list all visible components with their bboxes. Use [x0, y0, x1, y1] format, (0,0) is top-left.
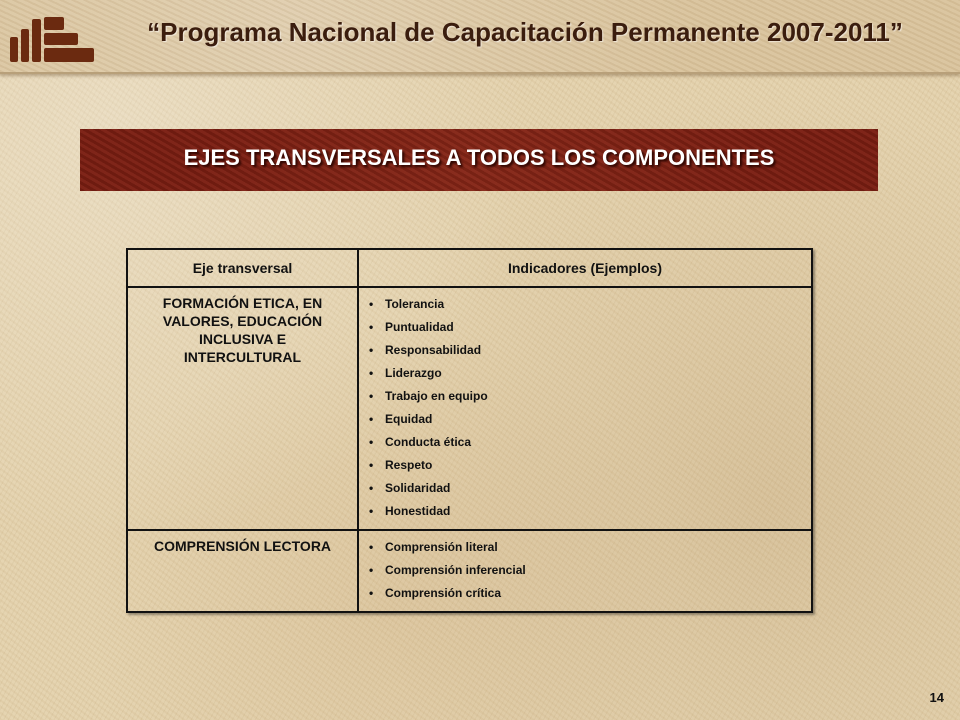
axis-cell: [127, 530, 358, 612]
indicator-text: Honestidad: [385, 504, 451, 518]
section-banner: [80, 129, 878, 191]
axis-name: COMPRENSIÓN LECTORA: [153, 538, 332, 554]
bullet-icon: •: [369, 343, 374, 357]
list-item: [359, 385, 811, 408]
axis-name: FORMACIÓN ETICA, EN VALORES, EDUCACIÓN INCLUSIVA E INTERCULTURAL: [162, 295, 323, 365]
list-item: [359, 582, 811, 605]
header-bar: [0, 0, 960, 74]
table-row: [127, 287, 812, 530]
bullet-icon: •: [369, 412, 374, 426]
list-item: [359, 536, 811, 559]
indicators-cell: [358, 530, 812, 612]
bullet-icon: •: [369, 481, 374, 495]
list-item: [359, 500, 811, 523]
indicator-text: Equidad: [385, 412, 433, 426]
transversal-axes-table: [126, 248, 813, 613]
bullet-icon: •: [369, 563, 374, 577]
list-item: [359, 293, 811, 316]
bullet-icon: •: [369, 297, 374, 311]
list-item: [359, 362, 811, 385]
column-header-axis: Eje transversal: [127, 249, 358, 287]
indicator-text: Tolerancia: [385, 297, 445, 311]
bullet-icon: •: [369, 389, 374, 403]
indicator-text: Comprensión crítica: [385, 586, 502, 600]
indicator-text: Conducta ética: [385, 435, 472, 449]
indicator-text: Comprensión literal: [385, 540, 498, 554]
bullet-icon: •: [369, 540, 374, 554]
indicator-text: Solidaridad: [385, 481, 451, 495]
bullet-icon: •: [369, 435, 374, 449]
table-row: [127, 530, 812, 612]
bullet-icon: •: [369, 586, 374, 600]
bullet-icon: •: [369, 366, 374, 380]
list-item: [359, 477, 811, 500]
column-header-indicators: Indicadores (Ejemplos): [358, 249, 812, 287]
indicator-text: Trabajo en equipo: [385, 389, 488, 403]
list-item: [359, 408, 811, 431]
list-item: [359, 316, 811, 339]
indicator-text: Respeto: [385, 458, 433, 472]
list-item: [359, 559, 811, 582]
indicator-text: Puntualidad: [385, 320, 454, 334]
indicator-list: [359, 288, 811, 529]
list-item: [359, 454, 811, 477]
bullet-icon: •: [369, 320, 374, 334]
axis-cell: [127, 287, 358, 530]
bullet-icon: •: [369, 504, 374, 518]
indicators-cell: [358, 287, 812, 530]
indicator-text: Comprensión inferencial: [385, 563, 526, 577]
section-title: EJES TRANSVERSALES A TODOS LOS COMPONENTES: [183, 145, 775, 170]
bullet-icon: •: [369, 458, 374, 472]
presentation-title: “Programa Nacional de Capacitación Permanente 2007-2011”: [147, 17, 903, 47]
list-item: [359, 339, 811, 362]
page-number: 14: [929, 690, 944, 705]
indicator-text: Responsabilidad: [385, 343, 482, 357]
bar-blocks-logo-icon: [8, 15, 96, 65]
list-item: [359, 431, 811, 454]
indicator-text: Liderazgo: [385, 366, 442, 380]
table-header-row: [127, 249, 812, 287]
indicator-list: [359, 531, 811, 611]
